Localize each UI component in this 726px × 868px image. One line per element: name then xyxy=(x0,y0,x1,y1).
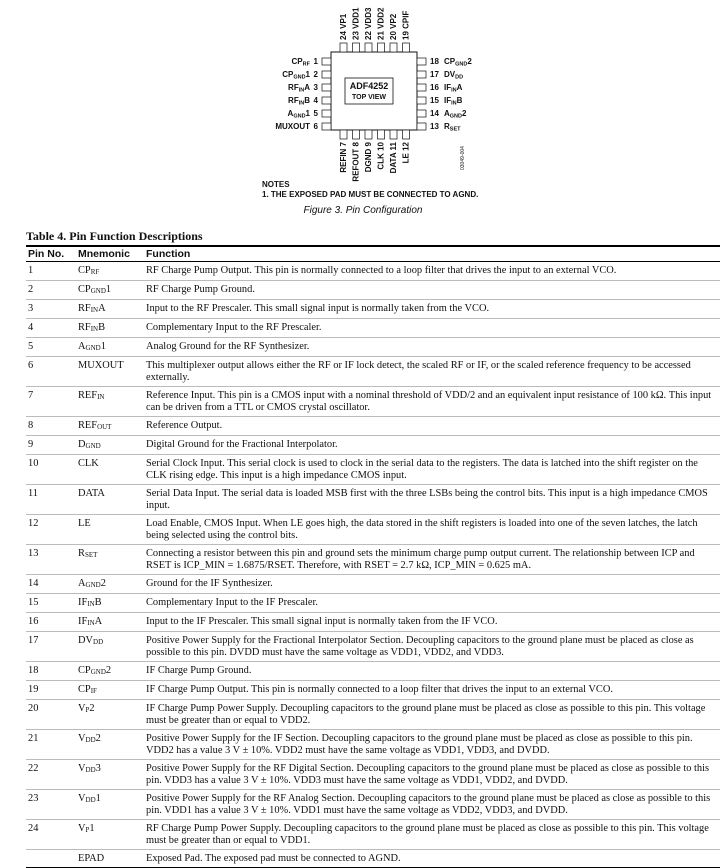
pin-pad xyxy=(403,43,410,52)
pin-mnemonic: REFOUT xyxy=(76,417,144,436)
pin-function: Serial Data Input. The serial data is loaded MSB first with the three LSBs being the control bits. This input is a high impedance CMOS input. xyxy=(144,485,720,515)
pin-mnemonic: CPIF xyxy=(76,681,144,700)
table-row xyxy=(26,262,720,281)
figure-caption: Figure 3. Pin Configuration xyxy=(303,205,423,216)
pin-label: 23 VDD1 xyxy=(351,7,361,40)
chip-name: ADF4252 xyxy=(349,81,389,91)
table-row xyxy=(26,300,720,319)
package-outline xyxy=(331,52,417,130)
table-row xyxy=(26,820,720,850)
pin-label: AGND1 xyxy=(287,109,310,120)
pin-function: RF Charge Pump Output. This pin is normally connected to a loop filter that drives the input to an external VCO. xyxy=(144,262,720,281)
pin-number-label: 14 xyxy=(430,109,439,118)
pin-function: Load Enable, CMOS Input. When LE goes high, the data stored in the shift registers is loaded into one of the seven latches, the latch being selected using the control bits. xyxy=(144,515,720,545)
pin-mnemonic: RSET xyxy=(76,545,144,575)
pin-function: Reference Output. xyxy=(144,417,720,436)
pin-pad xyxy=(417,123,426,130)
table-row xyxy=(26,417,720,436)
pin-pad xyxy=(365,43,372,52)
pin-number: 19 xyxy=(26,681,76,700)
pin-number: 20 xyxy=(26,700,76,730)
pin-function: Exposed Pad. The exposed pad must be connected to AGND. xyxy=(144,850,720,868)
pin-pad xyxy=(417,71,426,78)
pin-mnemonic: MUXOUT xyxy=(76,357,144,387)
pin-number: 21 xyxy=(26,730,76,760)
pin-pad xyxy=(390,43,397,52)
pin-number-label: 18 xyxy=(430,57,439,66)
pin-number-label: 17 xyxy=(430,70,439,79)
pin-number: 3 xyxy=(26,300,76,319)
pin-pad xyxy=(322,58,331,65)
table-row xyxy=(26,632,720,662)
pin-mnemonic: VDD3 xyxy=(76,760,144,790)
pin-label: LE 12 xyxy=(401,142,411,164)
pin-pad xyxy=(390,130,397,139)
pin-mnemonic: RFINA xyxy=(76,300,144,319)
table-row xyxy=(26,760,720,790)
pin-number: 9 xyxy=(26,436,76,455)
notes-text: 1. THE EXPOSED PAD MUST BE CONNECTED TO AGND. xyxy=(262,190,479,199)
pin-pad xyxy=(322,110,331,117)
pin-function: RF Charge Pump Power Supply. Decoupling capacitors to the ground plane must be placed as close as possible to this pin. This voltage must be greater than or equal to VDD1. xyxy=(144,820,720,850)
pin-number-label: 4 xyxy=(313,96,318,105)
table-row xyxy=(26,545,720,575)
pin-mnemonic: RFINB xyxy=(76,319,144,338)
pin-mnemonic: DGND xyxy=(76,436,144,455)
pin-pad xyxy=(417,110,426,117)
table-row xyxy=(26,485,720,515)
pin-pad xyxy=(378,130,385,139)
pin-pad xyxy=(322,97,331,104)
pin-mnemonic: CLK xyxy=(76,455,144,485)
pin-function: Positive Power Supply for the RF Digital Section. Decoupling capacitors to the ground plane must be placed as close as possible to this pin. VDD3 has a value 3 V ± 10%. VDD3 must have the same voltage as VDD1, VDD2, and DVDD. xyxy=(144,760,720,790)
pin-label: 21 VDD2 xyxy=(376,7,386,40)
pin-label: 19 CPIF xyxy=(401,10,411,40)
table-row xyxy=(26,436,720,455)
pin-mnemonic: CPGND2 xyxy=(76,662,144,681)
table-row xyxy=(26,338,720,357)
pin-label: CPGND2 xyxy=(444,57,472,68)
pin-label: DATA 11 xyxy=(389,142,398,174)
pin-label: REFIN 7 xyxy=(339,142,348,173)
header-mnemonic: Mnemonic xyxy=(76,246,144,262)
pin-label: DVDD xyxy=(444,70,464,81)
pin-pad xyxy=(403,130,410,139)
table-row xyxy=(26,575,720,594)
table-row xyxy=(26,790,720,820)
pin-mnemonic: AGND1 xyxy=(76,338,144,357)
pin-mnemonic: EPAD xyxy=(76,850,144,868)
pin-label: REFOUT 8 xyxy=(351,142,361,182)
pin-pad xyxy=(417,84,426,91)
pin-number: 1 xyxy=(26,262,76,281)
pin-mnemonic: AGND2 xyxy=(76,575,144,594)
pin-function: Input to the RF Prescaler. This small signal input is normally taken from the VCO. xyxy=(144,300,720,319)
pin-pad xyxy=(365,130,372,139)
pin-number: 12 xyxy=(26,515,76,545)
pin-label: IFINA xyxy=(444,83,463,94)
pin-label: 22 VDD3 xyxy=(364,7,373,40)
left-pin-group xyxy=(275,57,331,131)
pin-label: RFINA xyxy=(288,83,310,94)
pin-pad xyxy=(340,43,347,52)
pin-label: 24 VP1 xyxy=(339,13,348,40)
pin-pad xyxy=(378,43,385,52)
pin-number: 23 xyxy=(26,790,76,820)
table-row xyxy=(26,850,720,868)
table-row xyxy=(26,281,720,300)
notes-title: NOTES xyxy=(262,180,290,189)
bottom-pin-group xyxy=(339,130,411,182)
pin-number: 11 xyxy=(26,485,76,515)
pin-mnemonic: IFINA xyxy=(76,613,144,632)
pin-number: 14 xyxy=(26,575,76,594)
pin-label: IFINB xyxy=(444,96,463,107)
pin-function: Positive Power Supply for the RF Analog Section. Decoupling capacitors to the ground plane must be placed as close as possible to this pin. VDD1 has a value 3 V ± 10%. VDD1 must have the same voltage as VDD2, VDD3, and DVDD. xyxy=(144,790,720,820)
pin-pad xyxy=(417,97,426,104)
pin-number: 5 xyxy=(26,338,76,357)
pin-mnemonic: REFIN xyxy=(76,387,144,417)
pin-mnemonic: IFINB xyxy=(76,594,144,613)
pin-mnemonic: DVDD xyxy=(76,632,144,662)
pin-function: IF Charge Pump Power Supply. Decoupling capacitors to the ground plane must be placed as close as possible to this pin. This voltage must be greater than or equal to VDD2. xyxy=(144,700,720,730)
pin-number: 15 xyxy=(26,594,76,613)
pin-number: 7 xyxy=(26,387,76,417)
table-row xyxy=(26,613,720,632)
pin-number xyxy=(26,850,76,868)
pin-function: Serial Clock Input. This serial clock is used to clock in the serial data to the registers. The data is latched into the shift register on the CLK rising edge. This input is a high impedance CMOS input. xyxy=(144,455,720,485)
pin-number: 8 xyxy=(26,417,76,436)
pin-number-label: 5 xyxy=(313,109,318,118)
pin-pad xyxy=(340,130,347,139)
table-row xyxy=(26,594,720,613)
pin-function: IF Charge Pump Ground. xyxy=(144,662,720,681)
pin-function: Reference Input. This pin is a CMOS input with a nominal threshold of VDD/2 and an equivalent input resistance of 100 kΩ. This input can be driven from a TTL or CMOS crystal oscillator. xyxy=(144,387,720,417)
pin-number: 2 xyxy=(26,281,76,300)
pin-label: 20 VP2 xyxy=(389,13,398,40)
table-row xyxy=(26,387,720,417)
table-row xyxy=(26,515,720,545)
right-pin-group xyxy=(417,57,472,133)
top-pin-group xyxy=(339,7,411,52)
pin-mnemonic: CPGND1 xyxy=(76,281,144,300)
pin-mnemonic: LE xyxy=(76,515,144,545)
pin-label: RSET xyxy=(444,122,461,133)
pin-number-label: 16 xyxy=(430,83,439,92)
pin-function: IF Charge Pump Output. This pin is normally connected to a loop filter that drives the input to an external VCO. xyxy=(144,681,720,700)
pin-function: Input to the IF Prescaler. This small signal input is normally taken from the IF VCO. xyxy=(144,613,720,632)
pin-mnemonic: CPRF xyxy=(76,262,144,281)
pin-mnemonic: VDD1 xyxy=(76,790,144,820)
header-function: Function xyxy=(144,246,720,262)
pin-label: AGND2 xyxy=(444,109,467,120)
pin-mnemonic: VP1 xyxy=(76,820,144,850)
pin-function: Complementary Input to the RF Prescaler. xyxy=(144,319,720,338)
pin-number: 22 xyxy=(26,760,76,790)
pin-number: 18 xyxy=(26,662,76,681)
pin-function-table xyxy=(26,245,720,868)
pin-function: RF Charge Pump Ground. xyxy=(144,281,720,300)
pin-number: 17 xyxy=(26,632,76,662)
pin-pad xyxy=(322,71,331,78)
pin-number-label: 3 xyxy=(313,83,318,92)
pin-label: DGND 9 xyxy=(364,142,373,173)
pin-number-label: 13 xyxy=(430,122,439,131)
pin-number-label: 2 xyxy=(313,70,318,79)
table-row xyxy=(26,681,720,700)
pin-label: RFINB xyxy=(288,96,310,107)
pin-pad xyxy=(417,58,426,65)
pin-function: Positive Power Supply for the Fractional Interpolator Section. Decoupling capacitors to the ground plane must be placed as close as possible to this pin. DVDD must have the same voltage as VDD1, VDD2, and VDD3. xyxy=(144,632,720,662)
pin-number: 16 xyxy=(26,613,76,632)
pin-pad xyxy=(353,43,360,52)
pin-pad xyxy=(322,84,331,91)
table-title: Table 4. Pin Function Descriptions xyxy=(26,229,203,243)
pin-number-label: 1 xyxy=(313,57,318,66)
pin-number: 6 xyxy=(26,357,76,387)
pin-pad xyxy=(322,123,331,130)
pin-number: 4 xyxy=(26,319,76,338)
pin-function: Complementary Input to the IF Prescaler. xyxy=(144,594,720,613)
table-row xyxy=(26,700,720,730)
table-header-row xyxy=(26,246,720,262)
figure-notes xyxy=(262,180,478,200)
pin-function: This multiplexer output allows either the RF or IF lock detect, the scaled RF or IF, or the scaled reference frequency to be accessed externally. xyxy=(144,357,720,387)
pin-function: Connecting a resistor between this pin and ground sets the minimum charge pump output current. The relationship between ICP and RSET is ICP_MIN = 1.6875/RSET. Therefore, with RSET = 2.7 kΩ, ICP_MIN = 0.625 mA. xyxy=(144,545,720,575)
pin-number: 10 xyxy=(26,455,76,485)
pin-mnemonic: VDD2 xyxy=(76,730,144,760)
pin-function: Digital Ground for the Fractional Interpolator. xyxy=(144,436,720,455)
pin-function: Analog Ground for the RF Synthesizer. xyxy=(144,338,720,357)
chip-view: TOP VIEW xyxy=(352,94,386,101)
pin-mnemonic: DATA xyxy=(76,485,144,515)
table-row xyxy=(26,455,720,485)
pin-number-label: 15 xyxy=(430,96,439,105)
figure-id: 03049-004 xyxy=(460,146,466,170)
pin-function: Positive Power Supply for the IF Section. Decoupling capacitors to the ground plane must be placed as close as possible to this pin. VDD2 has a value 3 V ± 10%. VDD2 must have the same voltage as VDD1, VDD3, and DVDD. xyxy=(144,730,720,760)
table-row xyxy=(26,662,720,681)
pin-label: CPRF xyxy=(291,57,310,68)
pin-number-label: 6 xyxy=(313,122,318,131)
header-pin-no: Pin No. xyxy=(26,246,76,262)
table-row xyxy=(26,319,720,338)
pin-pad xyxy=(353,130,360,139)
pin-label: CLK 10 xyxy=(376,142,386,170)
table-row xyxy=(26,730,720,760)
pin-label: MUXOUT xyxy=(275,122,310,131)
pin-mnemonic: VP2 xyxy=(76,700,144,730)
table-row xyxy=(26,357,720,387)
pin-number: 24 xyxy=(26,820,76,850)
pin-function: Ground for the IF Synthesizer. xyxy=(144,575,720,594)
pin-label: CPGND1 xyxy=(282,70,310,81)
pin-number: 13 xyxy=(26,545,76,575)
